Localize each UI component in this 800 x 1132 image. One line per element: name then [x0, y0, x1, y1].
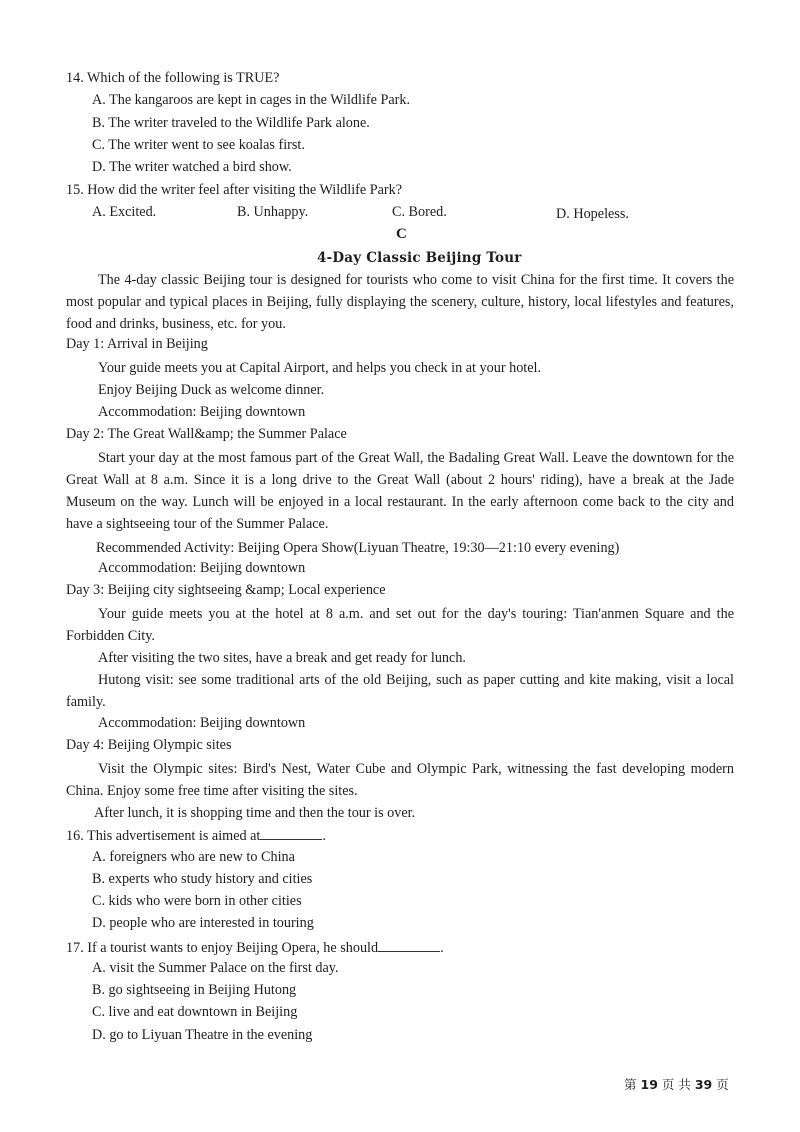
day3-paragraph-2: After visiting the two sites, have a break and get ready for lunch.	[98, 650, 466, 666]
question-15-option-d: D. Hopeless.	[556, 206, 629, 222]
day2-paragraph: Start your day at the most famous part of the Great Wall, the Badaling Great Wall. Leave the downtown for the Great Wall at 8 a.m. Since it is a long drive to the Great Wall (about 2 hours' riding), have a break at the Jade Museum on the way. Lunch will be enjoyed in a local restaurant. In the early afternoon come back to the city and have a sightseeing tour of the Summer Palace.	[66, 450, 734, 532]
question-17-stem: 17. If a tourist wants to enjoy Beijing Opera, he should	[66, 940, 379, 956]
question-14-option-c: C. The writer went to see koalas first.	[92, 137, 305, 153]
question-17-end: .	[440, 940, 444, 956]
question-17-stem-line	[66, 937, 444, 957]
question-14-stem: 14. Which of the following is TRUE?	[66, 70, 280, 86]
question-15-option-b: B. Unhappy.	[237, 204, 309, 220]
answer-blank-17	[378, 937, 440, 952]
section-letter: C	[396, 226, 407, 242]
day2-heading: Day 2: The Great Wall&amp; the Summer Palace	[66, 426, 347, 442]
question-14-option-d: D. The writer watched a bird show.	[92, 159, 292, 175]
passage-title: 4-Day Classic Beijing Tour	[317, 250, 522, 266]
question-16-option-c: C. kids who were born in other cities	[92, 893, 302, 909]
day1-line-3: Accommodation: Beijing downtown	[98, 404, 306, 420]
question-16-stem-line	[66, 825, 326, 845]
question-16-option-b: B. experts who study history and cities	[92, 871, 313, 887]
day1-line-1: Your guide meets you at Capital Airport, and helps you check in at your hotel.	[98, 360, 542, 376]
page-footer	[624, 1076, 729, 1094]
day1-line-2: Enjoy Beijing Duck as welcome dinner.	[98, 382, 325, 398]
day2-activity: Recommended Activity: Beijing Opera Show(Liyuan Theatre, 19:30—21:10 every evening)	[96, 540, 620, 556]
question-14-option-a: A. The kangaroos are kept in cages in the Wildlife Park.	[92, 92, 411, 108]
question-16-end: .	[322, 828, 326, 844]
total-pages: 39	[694, 1077, 713, 1092]
question-16-option-d: D. people who are interested in touring	[92, 915, 314, 931]
day4-heading: Day 4: Beijing Olympic sites	[66, 737, 232, 753]
question-15-option-c: C. Bored.	[392, 204, 447, 220]
footer-middle: 页 共	[661, 1077, 691, 1092]
page-number: 19	[640, 1077, 658, 1092]
day2-accommodation: Accommodation: Beijing downtown	[98, 560, 306, 576]
question-17-option-d: D. go to Liyuan Theatre in the evening	[92, 1027, 313, 1043]
day1-heading: Day 1: Arrival in Beijing	[66, 336, 208, 352]
footer-prefix: 第	[624, 1077, 637, 1092]
day3-accommodation: Accommodation: Beijing downtown	[98, 715, 306, 731]
footer-suffix: 页	[716, 1077, 729, 1092]
answer-blank-16	[260, 825, 322, 840]
day4-paragraph-1: Visit the Olympic sites: Bird's Nest, Water Cube and Olympic Park, witnessing the fast developing modern China. Enjoy some free time after visiting the sites.	[66, 761, 734, 799]
question-15-stem: 15. How did the writer feel after visiting the Wildlife Park?	[66, 182, 403, 198]
day3-paragraph-3: Hutong visit: see some traditional arts of the old Beijing, such as paper cutting and kite making, visit a local family.	[66, 672, 734, 710]
question-16-option-a: A. foreigners who are new to China	[92, 849, 295, 865]
question-17-option-c: C. live and eat downtown in Beijing	[92, 1004, 298, 1020]
question-17-option-a: A. visit the Summer Palace on the first day.	[92, 960, 339, 976]
question-14-option-b: B. The writer traveled to the Wildlife Park alone.	[92, 115, 370, 131]
question-15-option-a: A. Excited.	[92, 204, 157, 220]
day4-paragraph-2: After lunch, it is shopping time and then the tour is over.	[94, 805, 416, 821]
passage-intro: The 4-day classic Beijing tour is designed for tourists who come to visit China for the first time. It covers the most popular and typical places in Beijing, fully displaying the scenery, culture, history, local lifestyles and features, food and drinks, business, etc. for you.	[66, 272, 734, 332]
day3-paragraph-1: Your guide meets you at the hotel at 8 a.m. and set out for the day's touring: Tian'anmen Square and the Forbidden City.	[66, 606, 734, 644]
question-16-stem: 16. This advertisement is aimed at	[66, 828, 261, 844]
question-17-option-b: B. go sightseeing in Beijing Hutong	[92, 982, 297, 998]
day3-heading: Day 3: Beijing city sightseeing &amp; Local experience	[66, 582, 386, 598]
